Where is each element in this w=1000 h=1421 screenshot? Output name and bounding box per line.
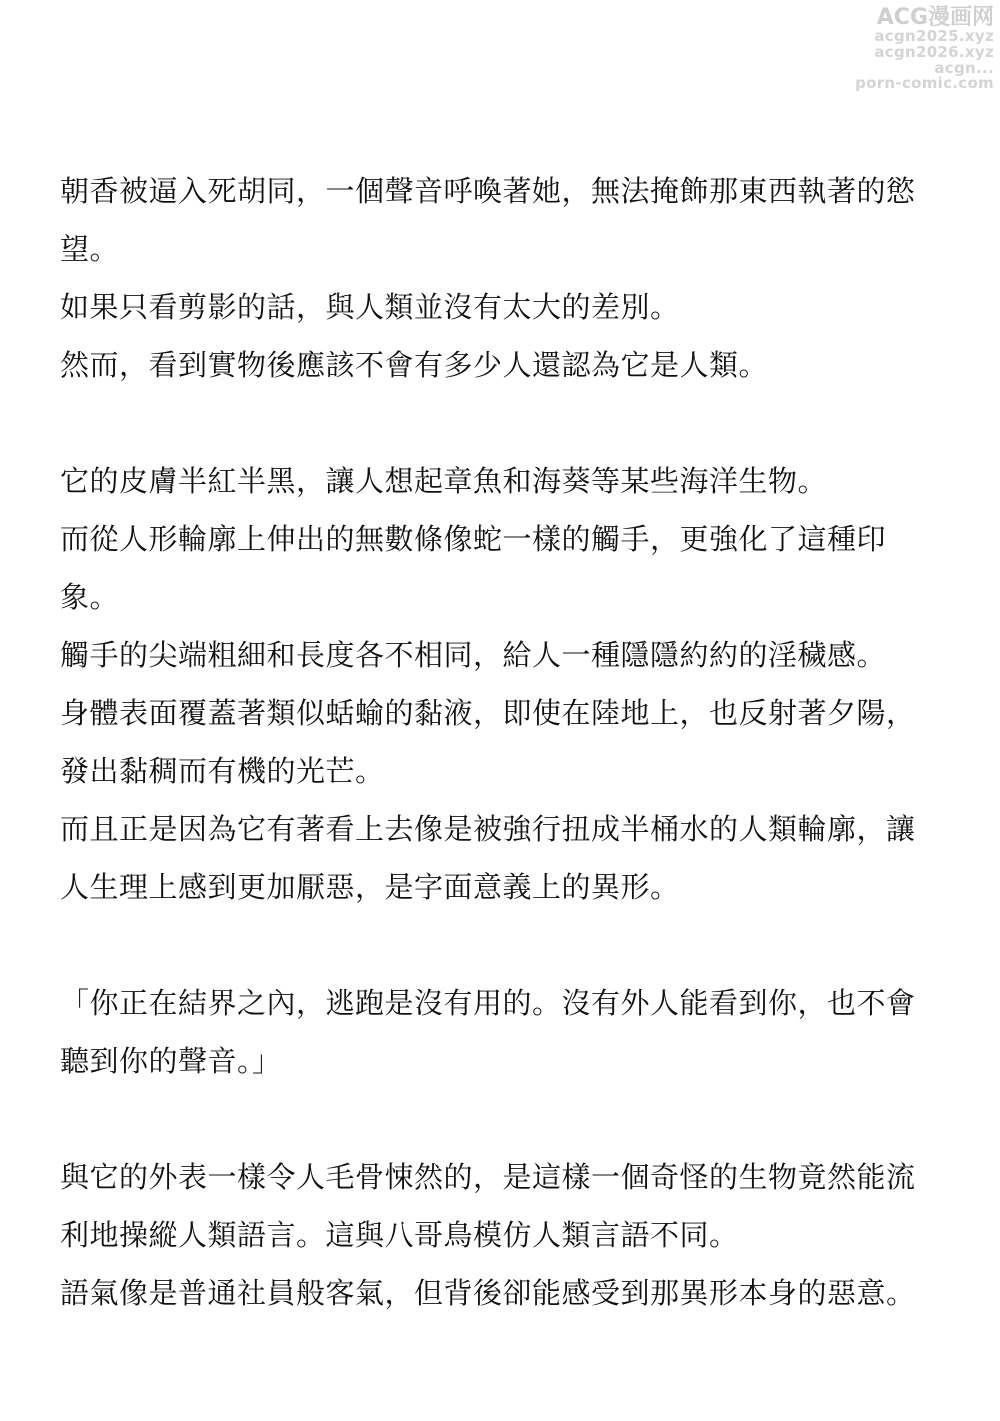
watermark-domain: acgn2026.xyz [874, 42, 994, 61]
text-line: 利地操縱人類語言。這與八哥鳥模仿人類言語不同。 [60, 1218, 739, 1252]
text-line: 象。 [60, 580, 120, 614]
text-line: 與它的外表一樣令人毛骨悚然的，是這樣一個奇怪的生物竟然能流 [60, 1160, 916, 1194]
paragraph-break [60, 916, 960, 974]
watermark [855, 6, 994, 92]
watermark-domain: porn-comic.com [855, 74, 994, 93]
paragraph-break [60, 394, 960, 452]
text-line: 而且正是因為它有著看上去像是被強行扭成半桶水的人類輪廓，讓 [60, 812, 916, 846]
text-line: 朝香被逼入死胡同，一個聲音呼喚著她，無法掩飾那東西執著的慾 [60, 174, 916, 208]
dialogue-line: 聽到你的聲音。」 [60, 1044, 282, 1078]
text-line: 而從人形輪廓上伸出的無數條像蛇一樣的觸手，更強化了這種印 [60, 522, 887, 556]
text-line: 如果只看剪影的話，與人類並沒有太大的差別。 [60, 290, 680, 324]
watermark-domain: acgn... [934, 58, 994, 77]
story-text [60, 162, 960, 1322]
dialogue-line: 「你正在結界之內，逃跑是沒有用的。沒有外人能看到你，也不會 [60, 986, 916, 1020]
watermark-brand: ACG漫画网 [876, 5, 994, 30]
text-line: 身體表面覆蓋著類似蛞蝓的黏液，即使在陸地上，也反射著夕陽， [60, 696, 916, 730]
text-line: 觸手的尖端粗細和長度各不相同，給人一種隱隱約約的淫穢感。 [60, 638, 887, 672]
watermark-domain: acgn2025.xyz [874, 27, 994, 46]
text-line: 望。 [60, 232, 120, 266]
text-line: 然而，看到實物後應該不會有多少人還認為它是人類。 [60, 348, 769, 382]
text-line: 人生理上感到更加厭惡，是字面意義上的異形。 [60, 870, 680, 904]
text-line: 語氣像是普通社員般客氣，但背後卻能感受到那異形本身的惡意。 [60, 1276, 916, 1310]
text-line: 發出黏稠而有機的光芒。 [60, 754, 385, 788]
text-line: 它的皮膚半紅半黑，讓人想起章魚和海葵等某些海洋生物。 [60, 464, 828, 498]
paragraph-break [60, 1090, 960, 1148]
